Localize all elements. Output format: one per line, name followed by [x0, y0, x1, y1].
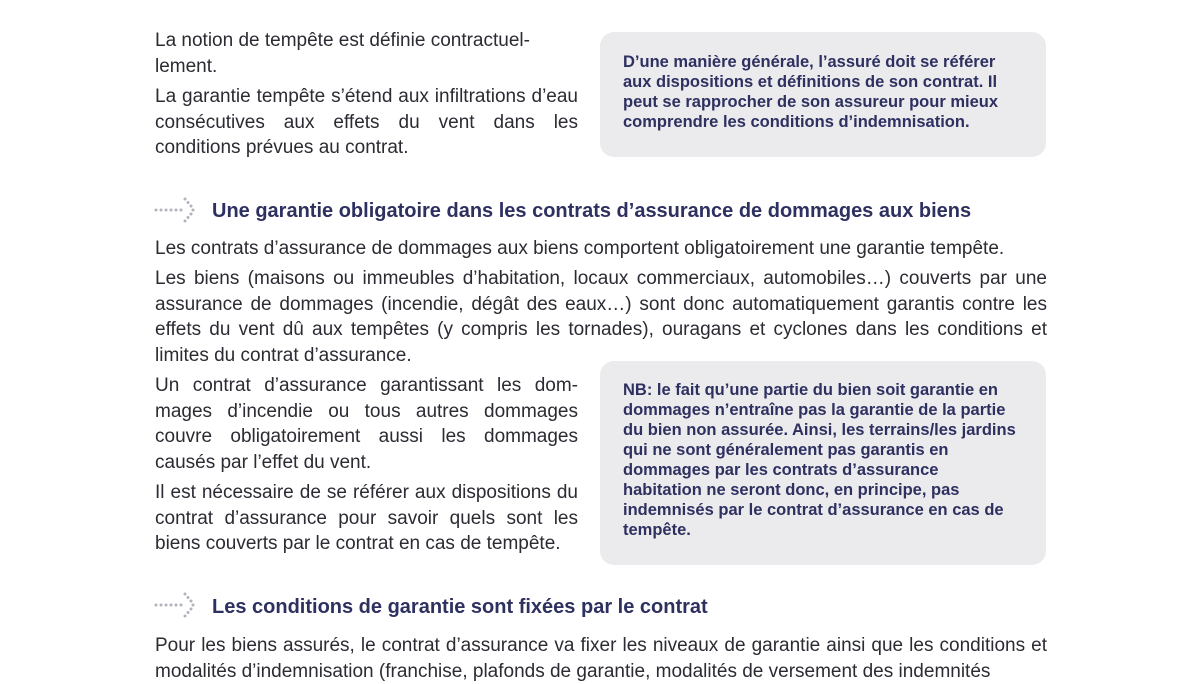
section1-paragraph-1: Les contrats d’assurance de dommages aux biens comportent obligatoirement une garantie tempête. [155, 238, 1005, 259]
info-box-general-text: D’une manière générale, l’assuré doit se référer aux dispositions et définitions de son contrat. Il peut se rapprocher de son assureur pour mieux comprendre les conditions d’indemnisation. [623, 53, 999, 131]
intro-paragraph-2: La garantie tempête s’étend aux infiltrations d’eau consécutives aux effets du vent dans les conditions prévues au contrat. [155, 86, 578, 158]
intro-paragraph-1: La notion de tempête est définie contractuel- lement. [155, 30, 530, 77]
info-box-nb [600, 361, 1046, 565]
section1-paragraph-4: Il est nécessaire de se référer aux dispositions du contrat d’assurance pour savoir quels sont les biens couverts par le contrat en cas de tempête. [155, 482, 578, 554]
dotted-arrow-icon [154, 196, 196, 228]
section1-paragraph-3: Un contrat d’assurance garantissant les dom-mages d’incendie ou tous autres dommages couvre obligatoirement aussi les dommages causés par l’effet du vent. [155, 375, 578, 473]
section-heading-mandatory: Une garantie obligatoire dans les contrats d’assurance de dommages aux biens [212, 200, 972, 222]
section-heading-conditions: Les conditions de garantie sont fixées par le contrat [212, 596, 708, 618]
dotted-arrow-icon [154, 591, 196, 623]
info-box-nb-text: NB: le fait qu’une partie du bien soit garantie en dommages n’entraîne pas la garantie de la partie du bien non assurée. Ainsi, les terrains/les jardins qui ne sont généralement pas garantis en dommages par les contrats d’assurance habitation ne seront donc, en principe, pas indemnisés par le contrat d’assurance en cas de tempête. [623, 381, 1016, 539]
section1-paragraph-2: Les biens (maisons ou immeubles d’habitation, locaux commerciaux, automobiles…) couverts par une assurance de dommages (incendie, dégât des eaux…) sont donc automatiquement garantis contre les effets du vent dû aux tempêtes (y compris les tornades), ouragans et cyclones dans les conditions et limites du contrat d’assurance. [155, 268, 1047, 366]
section2-paragraph-1: Pour les biens assurés, le contrat d’assurance va fixer les niveaux de garantie ainsi que les conditions et modalités d’indemnisation (franchise, plafonds de garantie, modalités de versement des indemnités [155, 635, 1047, 682]
info-box-general [600, 32, 1046, 157]
nb-label: NB: [623, 381, 653, 399]
